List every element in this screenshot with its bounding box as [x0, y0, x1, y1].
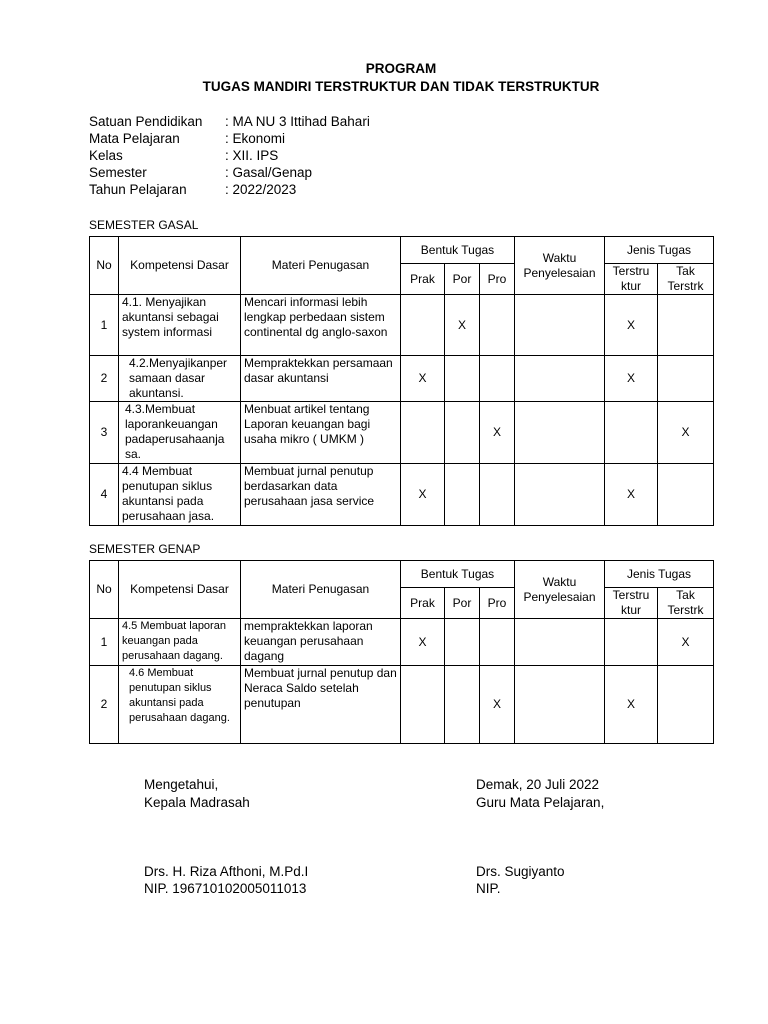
table-row [90, 356, 714, 402]
cell-waktu [515, 464, 605, 526]
info-value: : MA NU 3 Ittihad Bahari [225, 114, 370, 129]
info-label: Mata Pelajaran [89, 131, 180, 146]
cell-prak: X [401, 356, 445, 402]
cell-prak: X [401, 619, 445, 666]
header-por: Por [445, 588, 480, 619]
cell-prak: X [401, 464, 445, 526]
sig-left-nip: NIP. 196710102005011013 [144, 881, 307, 896]
header-jenis-tugas: Jenis Tugas [605, 561, 714, 588]
cell-waktu [515, 295, 605, 356]
cell-terstruktur [605, 402, 658, 464]
header-kompetensi-dasar: Kompetensi Dasar [119, 561, 241, 619]
header-tak-terstruktur: Tak Terstrk [658, 588, 714, 619]
info-row-mapel [89, 131, 285, 146]
cell-por [445, 464, 480, 526]
cell-tak: X [658, 619, 714, 666]
sig-left-line2: Kepala Madrasah [144, 795, 250, 810]
header-terstruktur: Terstru ktur [605, 588, 658, 619]
cell-materi: Membuat jurnal penutup dan Neraca Saldo setelah penutupan [241, 666, 401, 744]
sig-left-name: Drs. H. Riza Afthoni, M.Pd.I [144, 864, 309, 879]
header-prak: Prak [401, 264, 445, 295]
table-gasal [89, 236, 714, 526]
cell-por [445, 666, 480, 744]
cell-por: X [445, 295, 480, 356]
header-materi: Materi Penugasan [241, 561, 401, 619]
header-bentuk-tugas: Bentuk Tugas [401, 561, 515, 588]
table-row [90, 295, 714, 356]
info-value: : Gasal/Genap [225, 165, 313, 180]
doc-title-program: PROGRAM [365, 61, 437, 76]
cell-waktu [515, 666, 605, 744]
cell-prak [401, 402, 445, 464]
cell-pro: X [480, 402, 515, 464]
header-terstruktur: Terstru ktur [605, 264, 658, 295]
header-pro: Pro [480, 588, 515, 619]
cell-por [445, 619, 480, 666]
cell-materi: Menbuat artikel tentang Laporan keuangan bagi usaha mikro ( UMKM ) [241, 402, 401, 464]
sig-left-line1: Mengetahui, [144, 777, 219, 792]
info-row-kelas [89, 148, 278, 163]
table-row [90, 666, 714, 744]
cell-waktu [515, 356, 605, 402]
semester-genap-label: SEMESTER GENAP [89, 542, 201, 556]
cell-tak [658, 295, 714, 356]
cell-materi: Mempraktekkan persamaan dasar akuntansi [241, 356, 401, 402]
cell-kd: 4.3.Membuat laporankeuangan padaperusahaanja sa. [119, 402, 241, 464]
cell-kd: 4.6 Membuat penutupan siklus akuntansi pada perusahaan dagang. [119, 666, 241, 744]
cell-tak [658, 464, 714, 526]
header-prak: Prak [401, 588, 445, 619]
cell-materi: mempraktekkan laporan keuangan perusahaan dagang [241, 619, 401, 666]
header-por: Por [445, 264, 480, 295]
header-jenis-tugas: Jenis Tugas [605, 237, 714, 264]
table-row [90, 619, 714, 666]
cell-pro [480, 619, 515, 666]
cell-no: 4 [90, 464, 119, 526]
cell-por [445, 356, 480, 402]
cell-prak [401, 295, 445, 356]
cell-kd: 4.4 Membuat penutupan siklus akuntansi pada perusahaan jasa. [119, 464, 241, 526]
info-label: Semester [89, 165, 147, 180]
sig-right-nip: NIP. [476, 881, 501, 896]
cell-terstruktur: X [605, 666, 658, 744]
info-label: Tahun Pelajaran [89, 182, 187, 197]
info-label: Satuan Pendidikan [89, 114, 203, 129]
doc-title-main: TUGAS MANDIRI TERSTRUKTUR DAN TIDAK TERSTRUKTUR [202, 79, 600, 94]
header-waktu: Waktu Penyelesaian [515, 561, 605, 619]
table-row [90, 402, 714, 464]
cell-pro [480, 464, 515, 526]
cell-pro: X [480, 666, 515, 744]
semester-gasal-label: SEMESTER GASAL [89, 218, 199, 232]
cell-pro [480, 356, 515, 402]
cell-terstruktur: X [605, 295, 658, 356]
cell-no: 3 [90, 402, 119, 464]
cell-waktu [515, 619, 605, 666]
cell-pro [480, 295, 515, 356]
header-tak-terstruktur: Tak Terstrk [658, 264, 714, 295]
cell-por [445, 402, 480, 464]
sig-right-line1: Demak, 20 Juli 2022 [476, 777, 600, 792]
cell-no: 2 [90, 356, 119, 402]
info-row-satuan [89, 114, 370, 129]
cell-materi: Membuat jurnal penutup berdasarkan data perusahaan jasa service [241, 464, 401, 526]
header-materi: Materi Penugasan [241, 237, 401, 295]
cell-terstruktur [605, 619, 658, 666]
info-label: Kelas [89, 148, 123, 163]
cell-no: 2 [90, 666, 119, 744]
cell-waktu [515, 402, 605, 464]
cell-prak [401, 666, 445, 744]
cell-no: 1 [90, 295, 119, 356]
cell-kd: 4.2.Menyajikanper samaan dasar akuntansi. [119, 356, 241, 402]
header-no: No [90, 561, 119, 619]
cell-tak [658, 666, 714, 744]
cell-kd: 4.1. Menyajikan akuntansi sebagai system informasi [119, 295, 241, 356]
cell-tak: X [658, 402, 714, 464]
header-waktu: Waktu Penyelesaian [515, 237, 605, 295]
table-genap [89, 560, 714, 744]
info-value: : 2022/2023 [225, 182, 297, 197]
cell-kd: 4.5 Membuat laporan keuangan pada perusahaan dagang. [119, 619, 241, 666]
cell-no: 1 [90, 619, 119, 666]
info-value: : XII. IPS [225, 148, 279, 163]
sig-right-line2: Guru Mata Pelajaran, [476, 795, 605, 810]
info-value: : Ekonomi [225, 131, 286, 146]
sig-right-name: Drs. Sugiyanto [476, 864, 565, 879]
cell-materi: Mencari informasi lebih lengkap perbedaan sistem continental dg anglo-saxon [241, 295, 401, 356]
info-row-semester [89, 165, 312, 180]
table-row [90, 464, 714, 526]
info-row-tahun [89, 182, 296, 197]
header-pro: Pro [480, 264, 515, 295]
header-kompetensi-dasar: Kompetensi Dasar [119, 237, 241, 295]
cell-tak [658, 356, 714, 402]
cell-terstruktur: X [605, 464, 658, 526]
header-bentuk-tugas: Bentuk Tugas [401, 237, 515, 264]
cell-terstruktur: X [605, 356, 658, 402]
header-no: No [90, 237, 119, 295]
